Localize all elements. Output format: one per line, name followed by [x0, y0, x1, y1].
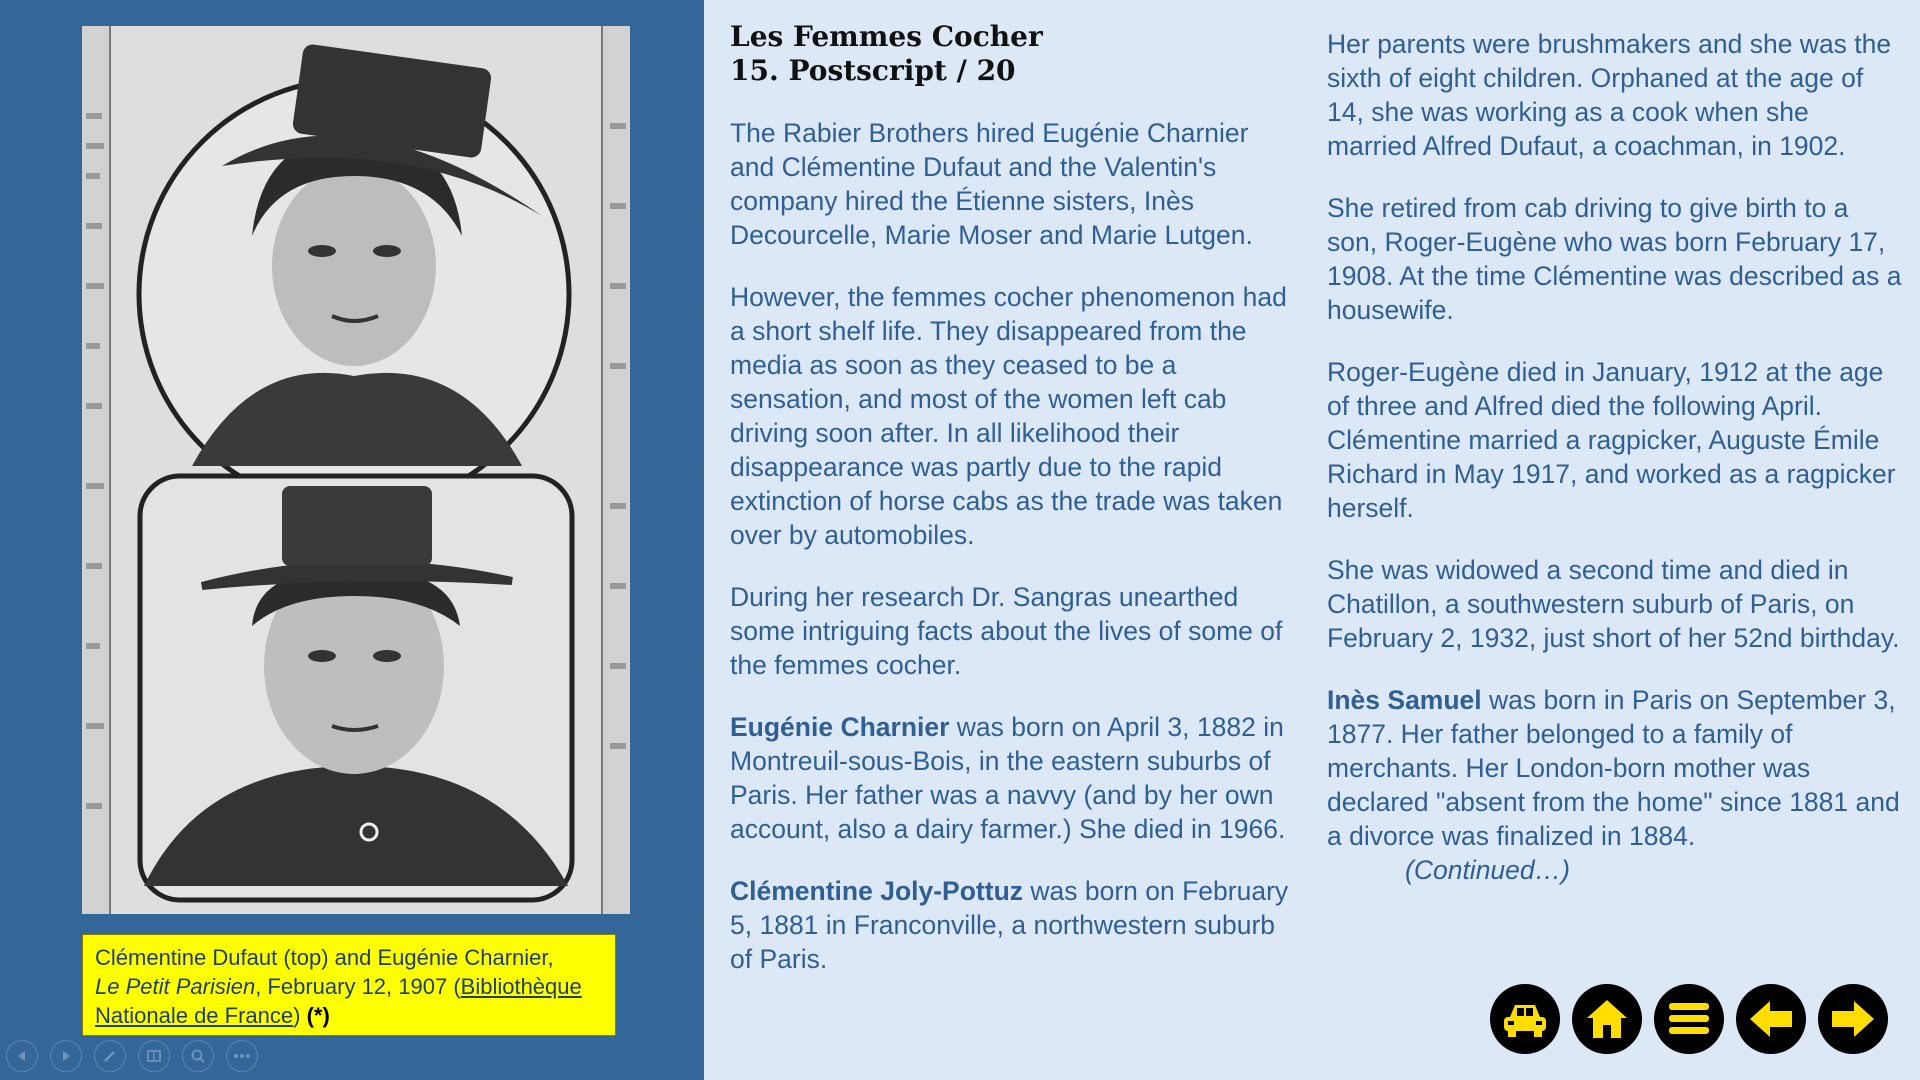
person-name: Clémentine Joly-Pottuz	[730, 876, 1024, 906]
text-column-left	[730, 116, 1300, 1004]
portrait-illustration	[82, 26, 630, 914]
menu-icon[interactable]	[1654, 984, 1724, 1054]
title-line-2: 15. Postscript / 20	[730, 54, 1016, 87]
caption-text: Clémentine Dufaut (top) and Eugénie Charnier,	[95, 945, 554, 970]
paragraph	[730, 710, 1300, 846]
newspaper-photo	[82, 26, 630, 914]
taxi-icon[interactable]	[1490, 984, 1560, 1054]
slide-navigation	[1490, 984, 1888, 1054]
slides-icon[interactable]	[138, 1040, 170, 1072]
more-icon[interactable]	[226, 1040, 258, 1072]
continued-label: (Continued…)	[1405, 855, 1570, 885]
person-name: Inès Samuel	[1327, 685, 1482, 715]
caption-publication: Le Petit Parisien	[95, 974, 256, 999]
zoom-icon[interactable]	[182, 1040, 214, 1072]
text-column-right	[1327, 27, 1902, 915]
title-line-1: Les Femmes Cocher	[730, 20, 1043, 53]
slide-title	[730, 20, 1290, 88]
photo-caption	[82, 934, 616, 1036]
paragraph: Her parents were brushmakers and she was the sixth of eight children. Orphaned at the age of 14, she was working as a cook when she married Alfred Dufaut, a coachman, in 1902.	[1327, 29, 1892, 161]
arrow-right-icon[interactable]	[1818, 984, 1888, 1054]
home-icon[interactable]	[1572, 984, 1642, 1054]
paragraph: However, the femmes cocher phenomenon had a short shelf life. They disappeared from the media as soon as they ceased to be a sensation, and most of the women left cab driving soon after. In all likelihood their disappearance was partly due to the rapid extinction of horse cabs as the trade was taken over by automobiles.	[730, 282, 1287, 550]
paragraph-text: was born on April 3, 1882 in Montreuil-sous-Bois, in the eastern suburbs of Paris. Her father was a navvy (and by her own account, also a dairy farmer.) She died in 1966.	[730, 712, 1286, 844]
paragraph	[730, 874, 1300, 976]
previous-slide-icon[interactable]	[6, 1040, 38, 1072]
left-panel	[0, 0, 704, 1080]
paragraph-text: was born in Paris on September 3, 1877. Her father belonged to a family of merchants. Her London-born mother was declared "absent from the home" since 1881 and a divorce was finalized in 1884.	[1327, 685, 1900, 851]
paragraph	[1327, 683, 1902, 887]
caption-mark: (*)	[306, 1003, 330, 1028]
next-slide-icon[interactable]	[50, 1040, 82, 1072]
paragraph: During her research Dr. Sangras unearthed some intriguing facts about the lives of some of the femmes cocher.	[730, 582, 1283, 680]
arrow-left-icon[interactable]	[1736, 984, 1806, 1054]
paragraph-text: was born on February 5, 1881 in Franconville, a northwestern suburb of Paris.	[730, 876, 1289, 974]
pen-icon[interactable]	[94, 1040, 126, 1072]
presentation-controls	[6, 1040, 258, 1074]
caption-source-link[interactable]: Bibliothèque Nationale de France	[95, 974, 582, 1028]
paragraph: The Rabier Brothers hired Eugénie Charnier and Clémentine Dufaut and the Valentin's company hired the Étienne sisters, Inès Decourcelle, Marie Moser and Marie Lutgen.	[730, 118, 1253, 250]
caption-date: , February 12, 1907 (	[255, 974, 461, 999]
caption-close: )	[293, 1003, 301, 1028]
paragraph: She retired from cab driving to give birth to a son, Roger-Eugène who was born February 17, 1908. At the time Clémentine was described as a housewife.	[1327, 193, 1902, 325]
paragraph: She was widowed a second time and died in Chatillon, a southwestern suburb of Paris, on February 2, 1932, just short of her 52nd birthday.	[1327, 555, 1900, 653]
person-name: Eugénie Charnier	[730, 712, 950, 742]
paragraph: Roger-Eugène died in January, 1912 at the age of three and Alfred died the following April. Clémentine married a ragpicker, Auguste Émile Richard in May 1917, and worked as a ragpicker herself.	[1327, 357, 1896, 523]
